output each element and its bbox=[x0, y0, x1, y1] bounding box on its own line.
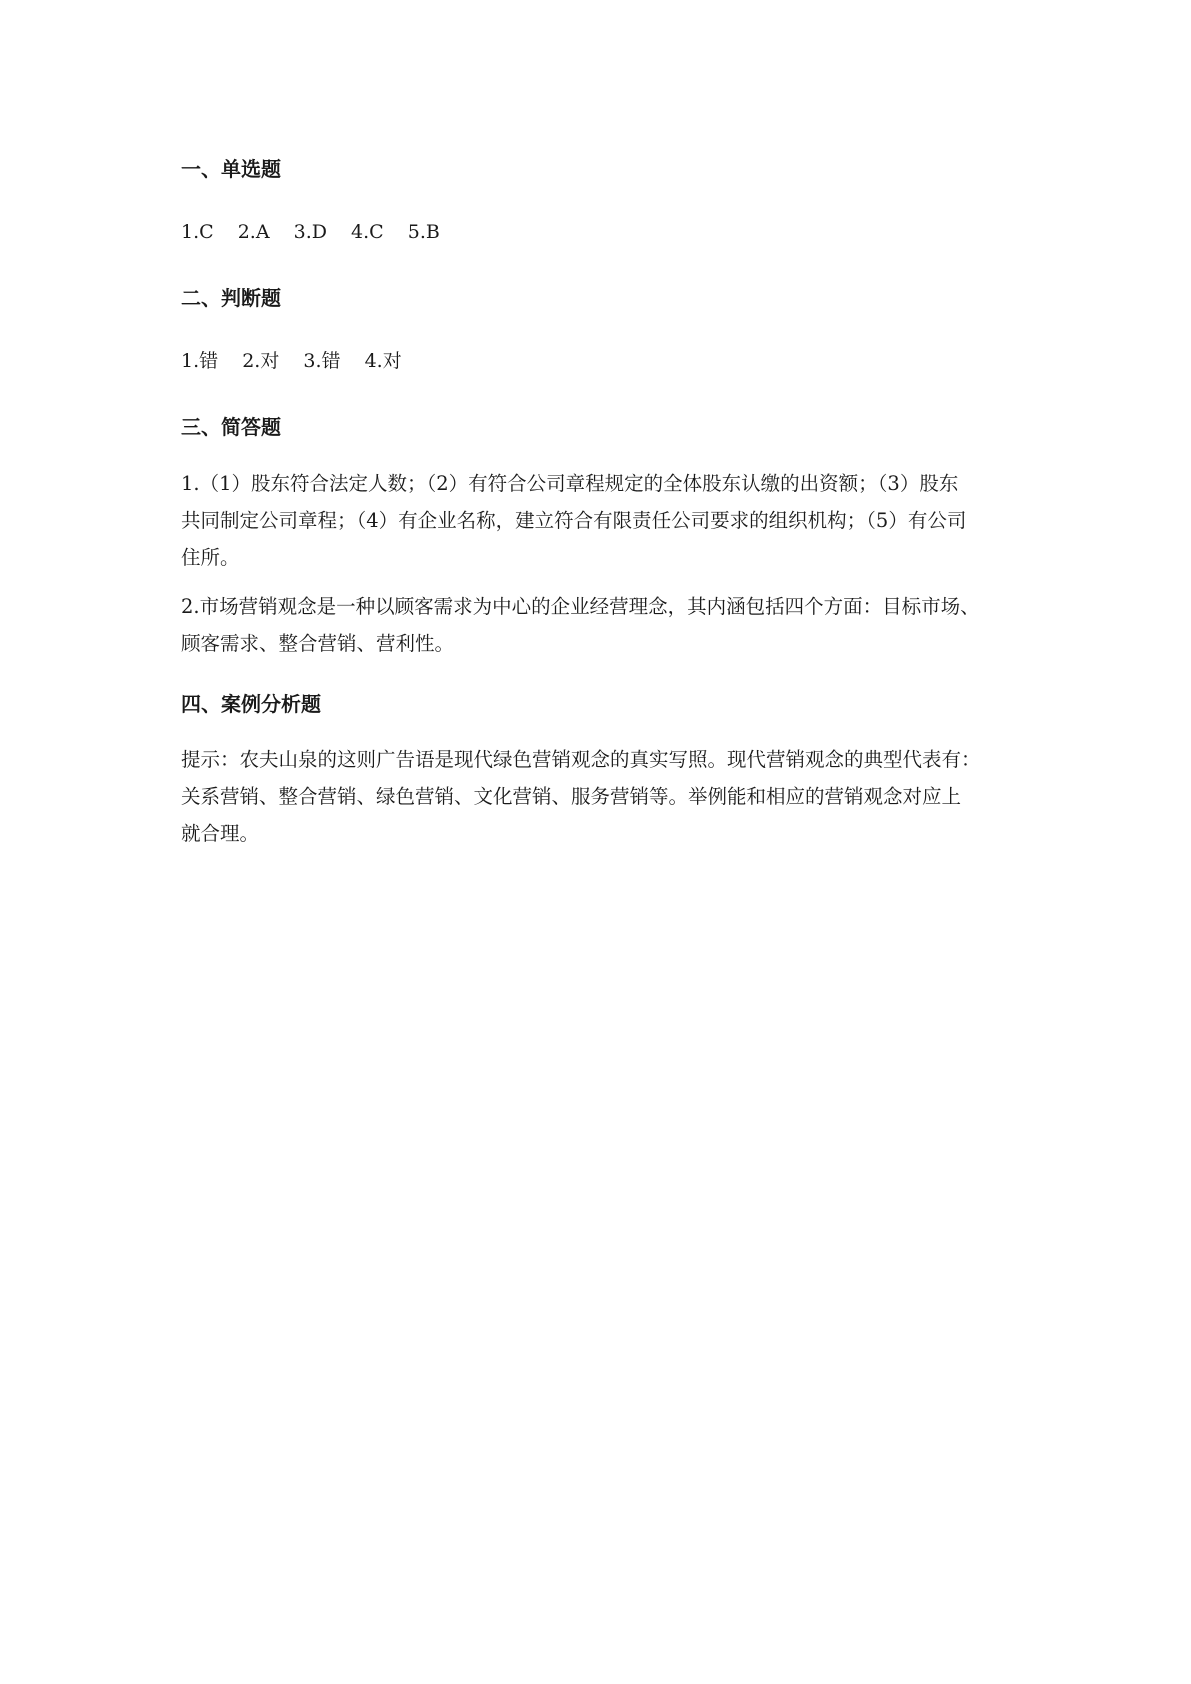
paragraph-line: 1.（1）股东符合法定人数；（2）有符合公司章程规定的全体股东认缴的出资额；（3）股东 bbox=[181, 472, 959, 495]
paragraph-line: 2.市场营销观念是一种以顾客需求为中心的企业经营理念，其内涵包括四个方面：目标市场、 bbox=[181, 595, 980, 618]
answer-item: 3.D bbox=[293, 221, 327, 243]
answer-item: 1.错 bbox=[181, 350, 219, 372]
paragraph-line: 共同制定公司章程；（4）有企业名称，建立符合有限责任公司要求的组织机构；（5）有公司 bbox=[181, 509, 967, 532]
answer-item: 1.C bbox=[181, 221, 214, 243]
paragraph-line: 顾客需求、整合营销、营利性。 bbox=[181, 632, 455, 655]
case-analysis-answer bbox=[181, 741, 1011, 852]
short-answer-2 bbox=[181, 588, 1011, 662]
short-answer-1 bbox=[181, 465, 1011, 576]
section-heading-single-choice: 一、单选题 bbox=[181, 157, 281, 181]
answer-item: 4.C bbox=[351, 221, 384, 243]
paragraph-line: 提示：农夫山泉的这则广告语是现代绿色营销观念的真实写照。现代营销观念的典型代表有： bbox=[181, 748, 981, 771]
section-heading-case-analysis: 四、案例分析题 bbox=[181, 692, 321, 716]
answer-item: 3.错 bbox=[303, 350, 341, 372]
answer-item: 2.A bbox=[237, 221, 270, 243]
answer-item: 5.B bbox=[407, 221, 440, 243]
paragraph-line: 关系营销、整合营销、绿色营销、文化营销、服务营销等。举例能和相应的营销观念对应上 bbox=[181, 785, 962, 808]
paragraph-line: 就合理。 bbox=[181, 822, 260, 845]
single-choice-answers bbox=[181, 220, 458, 244]
section-heading-true-false: 二、判断题 bbox=[181, 286, 281, 310]
section-heading-short-answer: 三、简答题 bbox=[181, 415, 281, 439]
answer-item: 2.对 bbox=[242, 350, 280, 372]
answer-item: 4.对 bbox=[364, 350, 402, 372]
paragraph-line: 住所。 bbox=[181, 546, 240, 569]
true-false-answers bbox=[181, 349, 420, 373]
